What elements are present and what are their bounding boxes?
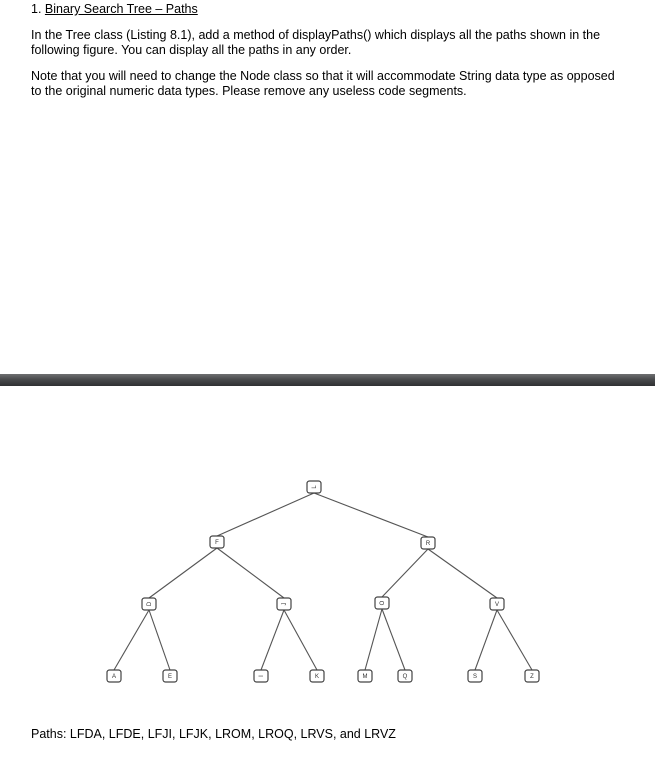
tree-node-L: [307, 481, 321, 493]
tree-node-I: [254, 670, 268, 682]
node-label: A: [111, 674, 117, 680]
tree-edge-V-S: [475, 610, 497, 670]
tree-node-M: [358, 670, 372, 682]
node-label: V: [494, 602, 500, 608]
node-label: F: [215, 540, 219, 546]
tree-edge-J-I: [261, 610, 284, 670]
tree-node-Q: [398, 670, 412, 682]
tree-edge-V-Z: [497, 610, 532, 670]
paths-caption: Paths: LFDA, LFDE, LFJI, LFJK, LROM, LROQ, LRVS, and LRVZ: [31, 727, 396, 741]
tree-node-Z: [525, 670, 539, 682]
tree-node-J: [277, 598, 291, 610]
node-label: Z: [530, 674, 534, 680]
tree-node-R: [421, 537, 435, 549]
tree-edge-F-J: [217, 548, 284, 598]
node-label: R: [425, 541, 431, 547]
tree-edge-D-E: [149, 610, 170, 670]
node-label: L: [312, 485, 318, 489]
instruction-paragraph: In the Tree class (Listing 8.1), add a method of displayPaths() which displays all the paths shown in the following figure. You can display all the paths in any order.: [31, 28, 601, 57]
tree-node-F: [210, 536, 224, 548]
tree-edge-R-V: [428, 549, 497, 598]
tree-node-V: [490, 598, 504, 610]
node-label: E: [167, 674, 173, 680]
tree-edge-O-M: [365, 609, 382, 670]
tree-edge-J-K: [284, 610, 317, 670]
tree-edge-L-R: [314, 493, 428, 537]
node-label: I: [259, 675, 265, 677]
note-paragraph: Note that you will need to change the Node class so that it will accommodate String data type as opposed to the original numeric data types. Please remove any useless code segments.: [31, 69, 615, 98]
heading-number: 1.: [31, 2, 45, 16]
tree-edge-O-Q: [382, 609, 405, 670]
tree-node-E: [163, 670, 177, 682]
tree-edge-F-D: [149, 548, 217, 598]
tree-node-D: [142, 598, 156, 610]
node-label: S: [472, 674, 478, 680]
node-label: O: [380, 600, 386, 606]
tree-edge-R-O: [382, 549, 428, 597]
tree-node-O: [375, 597, 389, 609]
tree-node-K: [310, 670, 324, 682]
node-label: K: [314, 674, 320, 680]
tree-node-A: [107, 670, 121, 682]
node-label: J: [282, 602, 288, 606]
node-label: D: [147, 601, 153, 607]
tree-edge-L-F: [217, 493, 314, 536]
node-label: Q: [402, 674, 408, 680]
tree-node-S: [468, 670, 482, 682]
heading-title: Binary Search Tree – Paths: [44, 2, 198, 16]
tree-edge-D-A: [114, 610, 149, 670]
node-label: M: [362, 674, 368, 680]
